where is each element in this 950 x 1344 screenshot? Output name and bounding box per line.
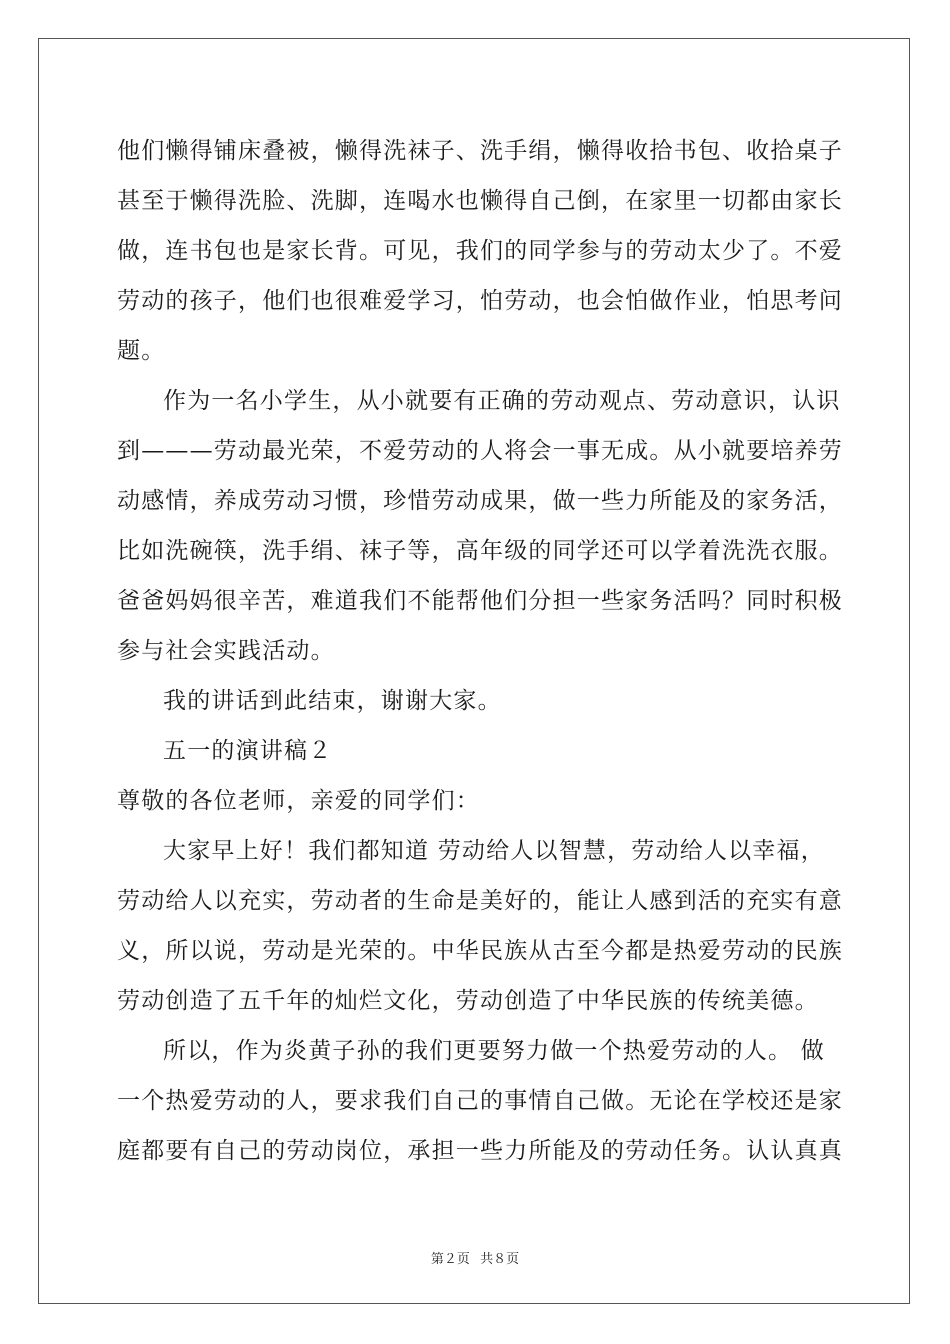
page-number: 第２页 bbox=[430, 1252, 470, 1267]
text-line: 到———劳动最光荣，不爱劳动的人将会一事无成。从小就要培养劳 bbox=[117, 438, 843, 464]
paragraph-start-line: 大家早上好！我们都知道 劳动给人以智慧，劳动给人以幸福， bbox=[163, 838, 825, 864]
text-line: 劳动的孩子，他们也很难爱学习，怕劳动，也会怕做作业，怕思考问 bbox=[117, 288, 843, 314]
salutation-line: 尊敬的各位老师，亲爱的同学们： bbox=[117, 788, 480, 814]
text-line: 一个热爱劳动的人，要求我们自己的事情自己做。无论在学校还是家 bbox=[117, 1088, 843, 1114]
paragraph-start-line: 我的讲话到此结束，谢谢大家。 bbox=[163, 688, 502, 714]
text-line: 他们懒得铺床叠被，懒得洗袜子、洗手绢，懒得收拾书包、收拾桌子 bbox=[117, 138, 843, 164]
text-line: 比如洗碗筷，洗手绢、袜子等，高年级的同学还可以学着洗洗衣服。 bbox=[117, 538, 843, 564]
text-line: 庭都要有自己的劳动岗位，承担一些力所能及的劳动任务。认认真真 bbox=[117, 1138, 843, 1164]
page-total: 共８页 bbox=[480, 1252, 520, 1267]
text-line: 做，连书包也是家长背。可见，我们的同学参与的劳动太少了。不爱 bbox=[117, 238, 843, 264]
text-line: 甚至于懒得洗脸、洗脚，连喝水也懒得自己倒，在家里一切都由家长 bbox=[117, 188, 843, 214]
page-footer bbox=[0, 1248, 950, 1267]
text-line: 劳动给人以充实，劳动者的生命是美好的，能让人感到活的充实有意 bbox=[117, 888, 843, 914]
paragraph-start-line: 作为一名小学生，从小就要有正确的劳动观点、劳动意识，认识 bbox=[163, 388, 841, 414]
text-line: 爸爸妈妈很辛苦，难道我们不能帮他们分担一些家务活吗？同时积极 bbox=[117, 588, 843, 614]
text-line: 劳动创造了五千年的灿烂文化，劳动创造了中华民族的传统美德。 bbox=[117, 988, 819, 1014]
text-line: 参与社会实践活动。 bbox=[117, 638, 335, 664]
text-line: 动感情，养成劳动习惯，珍惜劳动成果，做一些力所能及的家务活， bbox=[117, 488, 843, 514]
paragraph-start-line: 所以，作为炎黄子孙的我们更要努力做一个热爱劳动的人。 做 bbox=[163, 1038, 825, 1064]
text-line: 题。 bbox=[117, 338, 166, 364]
text-line: 义，所以说，劳动是光荣的。中华民族从古至今都是热爱劳动的民族 bbox=[117, 938, 843, 964]
section-title: 五一的演讲稿２ bbox=[163, 738, 333, 764]
